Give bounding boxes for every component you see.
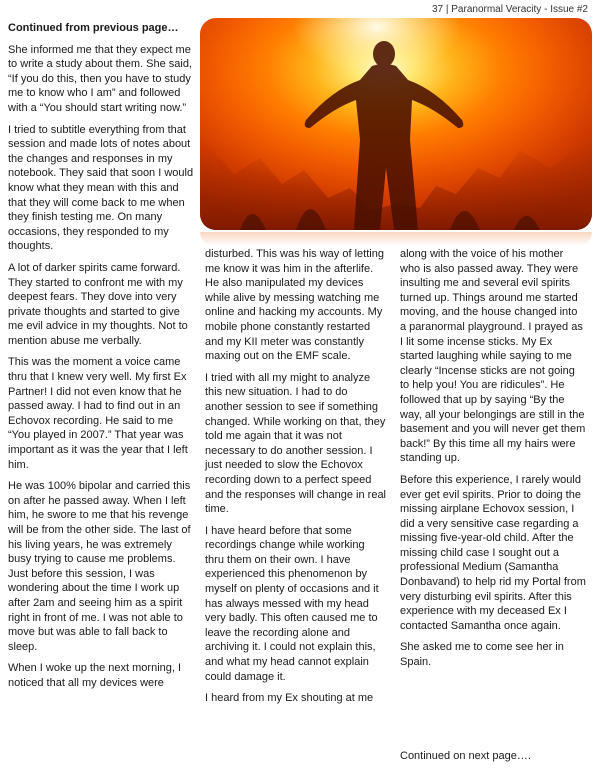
page-header: 37 | Paranormal Veracity - Issue #2	[431, 4, 588, 15]
paragraph: disturbed. This was his way of letting me know it was him in the afterlife. He also manipulated my devices while alive by messing watching me online and hacking my accounts. My mobile phone constantly restarted and my KII meter was constantly maxing out on the EMF scale.	[205, 248, 384, 363]
silhouette-figure-illustration	[200, 18, 592, 230]
paragraph: I tried with all my might to analyze this new situation. I had to do another session to see if something changed. While working on that, they told me again that it was not necessary to do another session. I just needed to slow the Echovox recording down to a perfect speed and the responses will change in real time.	[205, 371, 387, 516]
paragraph: This was the moment a voice came thru that I knew very well. My first Ex Partner! I did not even know that he passed away. I had to find out in an Echovox recording. He said to me “You played in 2007.” That year was important as it was the year that I left him.	[8, 356, 188, 471]
paragraph: I tried to subtitle everything from that session and made lots of notes about the changes and responses in my notebook. They said that soon I would know what they mean with this and that they will come back to me when they finish testing me. On many occasions, they responded to my thoughts.	[8, 123, 194, 253]
paragraph: She informed me that they expect me to write a study about them. She said, “If you do this, then you have to study me to know who I am” and followed with a “You should start writing now.”	[8, 43, 193, 114]
paragraph: I heard from my Ex shouting at me	[205, 692, 374, 705]
paragraph: She asked me to come see her in Spain.	[400, 641, 564, 669]
paragraph: A lot of darker spirits came forward. They started to confront me with my deepest fears. They dove into very private thoughts and started to give me evil advice in my thoughts. Not to mention abuse me verbally.	[8, 261, 188, 347]
paragraph: I have heard before that some recordings change while working thru them on their own. I have experienced this phenomenon by myself on plenty of occasions and it has always messed with my head very badly. This often caused me to leave the recording alone and archiving it. I could not explain this, and what my head cannot explain could damage it.	[205, 524, 379, 683]
hero-image-reflection	[200, 232, 592, 246]
continued-from-label: Continued from previous page…	[8, 22, 179, 34]
paragraph: He was 100% bipolar and carried this on after he passed away. When I left him, he swore to me that his revenge will be from the other side. The last of his living years, he was extremely busy trying to cause me problems. Just before this session, I was wondering about the time I work up after 2am and seeing him as a spirit right in front of me. I was not able to move but was able to fall back to sleep.	[8, 480, 191, 653]
article-column-3	[400, 247, 586, 677]
article-column-2	[205, 247, 386, 713]
paragraph: along with the voice of his mother who is also passed away. They were insulting me and several evil spirits turned up. Things around me started moving, and the house changed into a paranormal playground. I prayed as I lit some incense sticks. My Ex started laughing while saying to me clearly “Incense sticks are not going to help you! You are ridicules”. He followed that up by saying “By the way, all your belongings are still in the basement and you will never get them back!” By this time all my hairs were standing up.	[400, 248, 586, 465]
article-hero-image	[200, 18, 592, 230]
paragraph: Before this experience, I rarely would ever get evil spirits. Prior to doing the missing airplane Echovox session, I did a very sensitive case regarding a missing five-year-old child. After the missing child case I sought out a professional Medium (Samantha Donbavand) to help rid my Portal from very disturbing evil spirits. After this experience with my deceased Ex I contacted Samantha once again.	[400, 473, 586, 632]
continued-next-label: Continued on next page….	[400, 750, 531, 762]
paragraph: When I woke up the next morning, I noticed that all my devices were	[8, 662, 182, 689]
article-column-1	[8, 21, 194, 698]
